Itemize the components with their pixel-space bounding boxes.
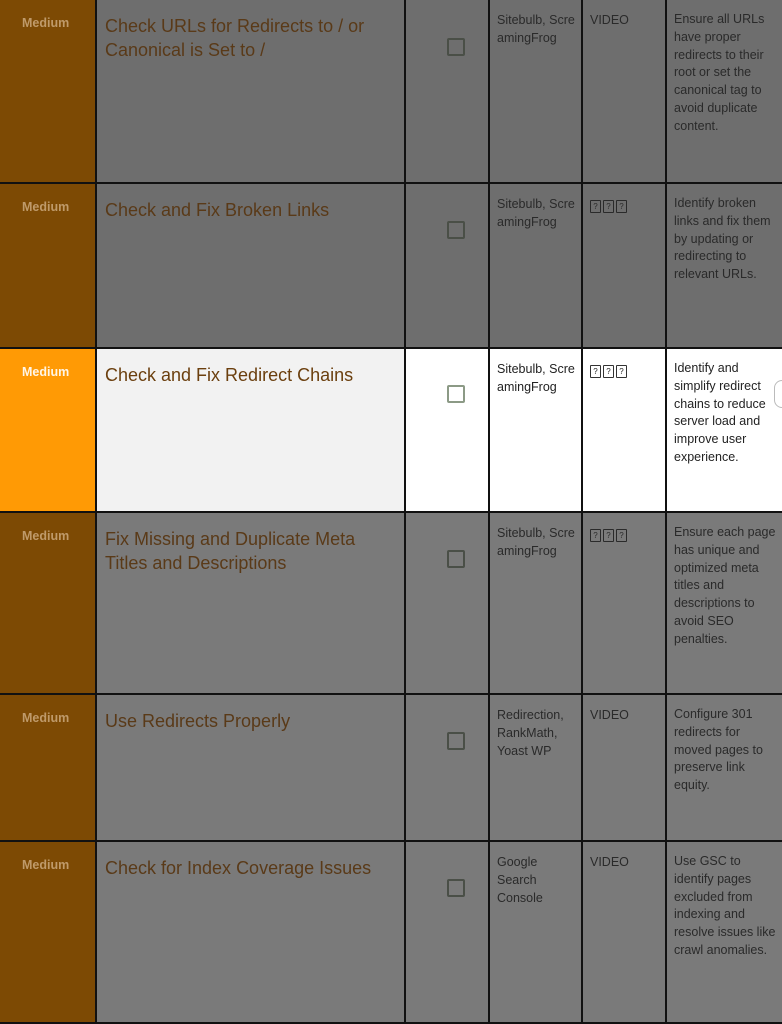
missing-glyph-icon: ? <box>590 365 601 378</box>
tools-cell <box>490 842 583 1024</box>
missing-glyph-icon: ? <box>590 529 601 542</box>
table-row <box>0 0 782 184</box>
task-label: Use Redirects Properly <box>105 711 291 731</box>
table-row <box>0 695 782 842</box>
priority-cell <box>0 349 97 513</box>
task-cell[interactable] <box>97 842 406 1024</box>
task-cell[interactable] <box>97 349 406 513</box>
description-label: Identify and simplify redirect chains to reduce server load and improve user experience. <box>674 361 766 464</box>
table-row <box>0 513 782 695</box>
table-row-highlighted <box>0 349 782 513</box>
missing-glyph-icon: ? <box>603 529 614 542</box>
description-label: Ensure all URLs have proper redirects to their root or set the canonical tag to avoid duplicate content. <box>674 12 765 133</box>
missing-glyph-icon: ? <box>590 200 601 213</box>
task-label: Fix Missing and Duplicate Meta Titles and Descriptions <box>105 529 356 573</box>
checkbox-unchecked-icon[interactable] <box>447 550 465 568</box>
task-cell[interactable] <box>97 695 406 842</box>
checkbox-unchecked-icon[interactable] <box>447 221 465 239</box>
task-label: Check and Fix Broken Links <box>105 200 330 220</box>
missing-glyph-icon: ? <box>616 529 627 542</box>
video-cell[interactable] <box>583 349 667 513</box>
priority-label: Medium <box>22 16 70 30</box>
task-cell[interactable] <box>97 0 406 184</box>
video-cell[interactable] <box>583 695 667 842</box>
video-cell[interactable] <box>583 0 667 184</box>
description-cell <box>667 184 782 349</box>
task-label: Check and Fix Redirect Chains <box>105 365 354 385</box>
video-glyphs[interactable] <box>590 197 629 215</box>
tools-cell <box>490 695 583 842</box>
tools-label: Sitebulb, ScreamingFrog <box>497 13 575 45</box>
checkbox-cell <box>406 0 490 184</box>
missing-glyph-icon: ? <box>616 365 627 378</box>
priority-cell <box>0 184 97 349</box>
checkbox-cell <box>406 184 490 349</box>
tools-cell <box>490 349 583 513</box>
task-cell[interactable] <box>97 513 406 695</box>
tools-cell <box>490 0 583 184</box>
tools-label: Google Search Console <box>497 855 543 905</box>
checkbox-unchecked-icon[interactable] <box>447 38 465 56</box>
checkbox-cell <box>406 513 490 695</box>
description-cell <box>667 0 782 184</box>
description-label: Configure 301 redirects for moved pages to preserve link equity. <box>674 707 763 793</box>
video-cell[interactable] <box>583 842 667 1024</box>
tools-cell <box>490 513 583 695</box>
priority-label: Medium <box>22 858 70 872</box>
video-link[interactable]: VIDEO <box>590 708 629 722</box>
priority-label: Medium <box>22 529 70 543</box>
video-link[interactable]: VIDEO <box>590 855 629 869</box>
description-cell <box>667 349 782 513</box>
priority-cell <box>0 0 97 184</box>
missing-glyph-icon: ? <box>603 365 614 378</box>
description-cell <box>667 513 782 695</box>
tools-label: Sitebulb, ScreamingFrog <box>497 526 575 558</box>
table-row <box>0 184 782 349</box>
priority-cell <box>0 695 97 842</box>
tools-cell <box>490 184 583 349</box>
description-cell <box>667 842 782 1024</box>
description-label: Identify broken links and fix them by updating or redirecting to relevant URLs. <box>674 196 771 282</box>
missing-glyph-icon: ? <box>616 200 627 213</box>
description-label: Ensure each page has unique and optimized meta titles and descriptions to avoid SEO penalties. <box>674 525 776 646</box>
scroll-edge-handle[interactable] <box>774 380 782 408</box>
video-glyphs[interactable] <box>590 362 629 380</box>
video-glyphs[interactable] <box>590 526 629 544</box>
priority-cell <box>0 513 97 695</box>
description-label: Use GSC to identify pages excluded from indexing and resolve issues like crawl anomalies. <box>674 854 776 957</box>
checkbox-cell <box>406 842 490 1024</box>
priority-label: Medium <box>22 200 70 214</box>
tools-label: Sitebulb, ScreamingFrog <box>497 197 575 229</box>
table-row <box>0 842 782 1024</box>
checkbox-unchecked-icon[interactable] <box>447 732 465 750</box>
checkbox-unchecked-icon[interactable] <box>447 879 465 897</box>
task-label: Check URLs for Redirects to / or Canonical is Set to / <box>105 16 365 60</box>
video-cell[interactable] <box>583 184 667 349</box>
missing-glyph-icon: ? <box>603 200 614 213</box>
task-label: Check for Index Coverage Issues <box>105 858 372 878</box>
video-cell[interactable] <box>583 513 667 695</box>
checkbox-unchecked-icon[interactable] <box>447 385 465 403</box>
checkbox-cell <box>406 695 490 842</box>
checkbox-cell <box>406 349 490 513</box>
priority-label: Medium <box>22 711 70 725</box>
priority-cell <box>0 842 97 1024</box>
task-cell[interactable] <box>97 184 406 349</box>
tools-label: Redirection, RankMath, Yoast WP <box>497 708 564 758</box>
video-link[interactable]: VIDEO <box>590 13 629 27</box>
priority-label: Medium <box>22 365 70 379</box>
description-cell <box>667 695 782 842</box>
tools-label: Sitebulb, ScreamingFrog <box>497 362 575 394</box>
